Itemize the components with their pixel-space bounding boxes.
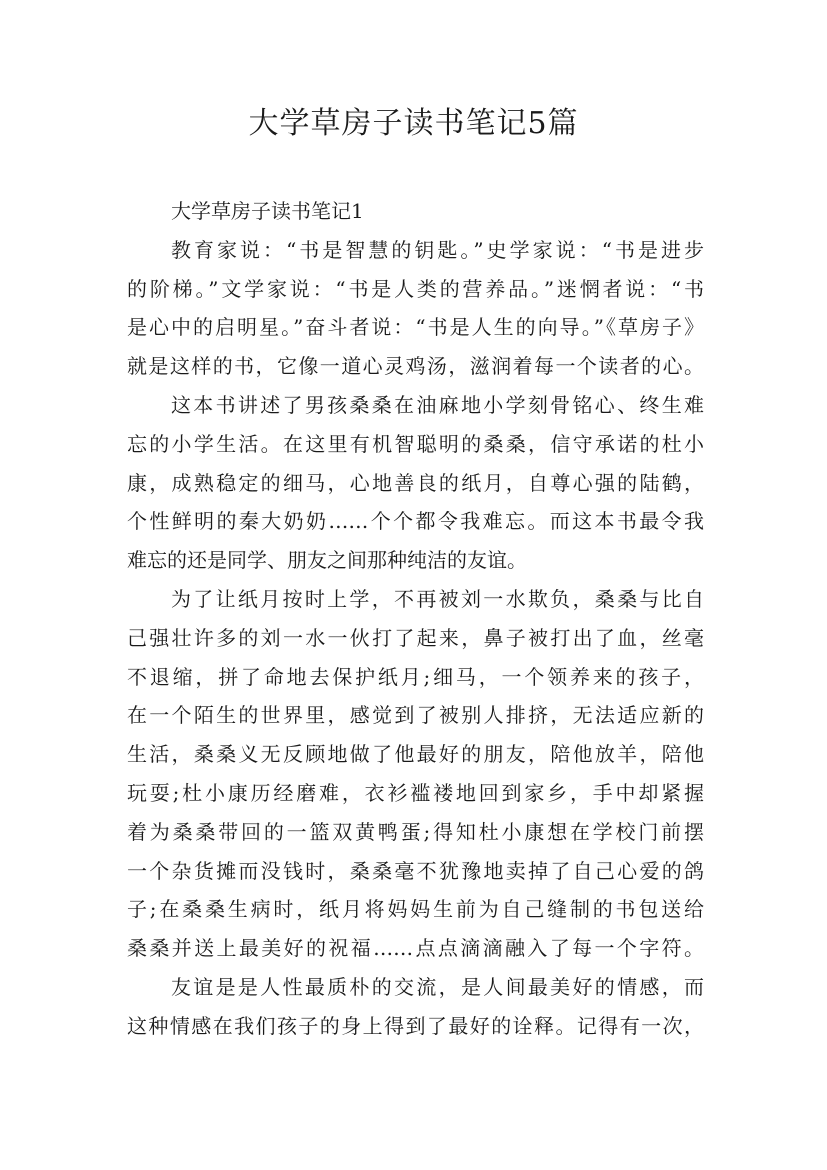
paragraph-line: 这本书讲述了男孩桑桑在油麻地小学刻骨铭心、终生难 [171,392,704,417]
paragraph-line: 难忘的还是同学、朋友之间那种纯洁的友谊。 [127,548,527,573]
paragraph-line: 教育家说：“书是智慧的钥匙。”史学家说：“书是进步 [171,237,704,262]
document-title: 大学草房子读书笔记5篇 [248,106,579,141]
paragraph-line: 忘的小学生活。在这里有机智聪明的桑桑，信守承诺的杜小 [127,431,704,456]
paragraph-line: 是心中的启明星。”奋斗者说：“书是人生的向导。”《草房子》 [127,315,704,340]
paragraph-line: 己强壮许多的刘一水一伙打了起来，鼻子被打出了血，丝毫 [127,625,704,650]
document-body [127,192,704,1046]
paragraph-line: 为了让纸月按时上学，不再被刘一水欺负，桑桑与比自 [171,586,704,611]
paragraph-line: 友谊是是人性最质朴的交流，是人间最美好的情感，而 [171,974,704,999]
paragraph-line: 就是这样的书，它像一道心灵鸡汤，滋润着每一个读者的心。 [127,354,704,379]
paragraph-line: 个性鲜明的秦大奶奶……个个都令我难忘。而这本书最令我 [127,509,704,534]
paragraph-line: 不退缩，拼了命地去保护纸月;细马，一个领养来的孩子， [127,664,704,689]
paragraph-line: 的阶梯。”文学家说：“书是人类的营养品。”迷惘者说：“书 [127,276,704,301]
paragraph-line: 玩耍;杜小康历经磨难，衣衫褴褛地回到家乡，手中却紧握 [127,780,704,805]
paragraph-line: 康，成熟稳定的细马，心地善良的纸月，自尊心强的陆鹤， [127,470,704,495]
section-heading: 大学草房子读书笔记1 [171,199,364,223]
paragraph-line: 生活，桑桑义无反顾地做了他最好的朋友，陪他放羊，陪他 [127,742,704,767]
paragraph-line: 这种情感在我们孩子的身上得到了最好的诠释。记得有一次， [127,1013,704,1038]
paragraph-line: 一个杂货摊而没钱时，桑桑毫不犹豫地卖掉了自己心爱的鸽 [127,858,704,883]
paragraph-line: 子;在桑桑生病时，纸月将妈妈生前为自己缝制的书包送给 [127,897,704,922]
paragraph-line: 着为桑桑带回的一篮双黄鸭蛋;得知杜小康想在学校门前摆 [127,819,704,844]
paragraph-line: 在一个陌生的世界里，感觉到了被别人排挤，无法适应新的 [127,703,704,728]
paragraph-line: 桑桑并送上最美好的祝福……点点滴滴融入了每一个字符。 [127,936,704,961]
